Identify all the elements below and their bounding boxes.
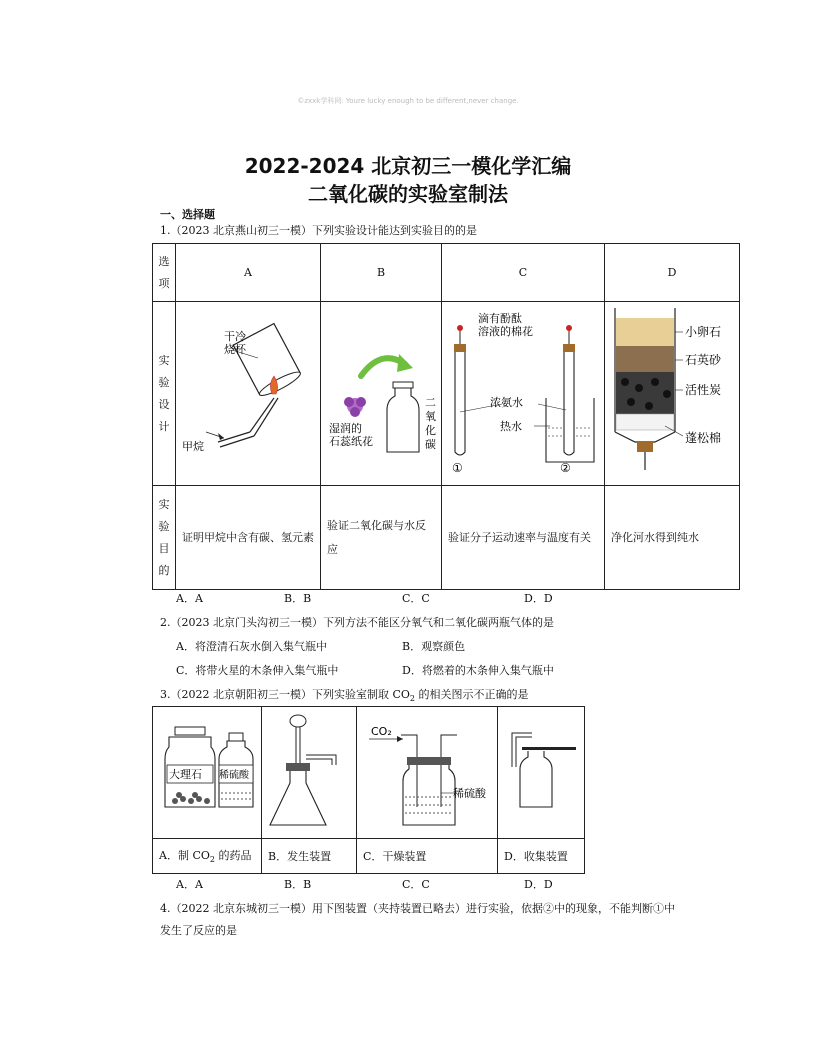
column-header-a: A [176, 244, 321, 302]
q1-answer-a: A．A [176, 592, 203, 605]
question-3-table [152, 706, 585, 874]
diagram-3d-collector [498, 707, 585, 839]
column-header-b: B [321, 244, 442, 302]
label-cotton-wool: 蓬松棉 [685, 431, 722, 445]
label-pebbles: 小卵石 [685, 325, 722, 339]
q2-option-b: B．观察颜色 [402, 640, 466, 653]
diagram-3a-reagents [153, 707, 262, 839]
purpose-b: 验证二氧化碳与水反应 [321, 486, 442, 590]
label-litmus-flower: 湿润的石蕊纸花 [329, 422, 373, 449]
column-header-c: C [442, 244, 605, 302]
q3-answer-a: A．A [176, 878, 203, 891]
label-cotton-1: 滴有酚酞溶液的棉花 [478, 312, 533, 339]
diagram-a-methane [176, 302, 321, 486]
q1-answer-d: D．D [524, 592, 553, 605]
q3-answer-c: C．C [402, 878, 430, 891]
column-header-d: D [605, 244, 740, 302]
caption-3c: C．干燥装置 [357, 839, 498, 874]
row-label-purpose: 实 验 目 的 [153, 486, 176, 590]
page-title: 2022-2024 北京初三一模化学汇编 [244, 154, 572, 178]
label-co2-char-2: 氧 [425, 410, 436, 423]
label-hot-water: 热水 [500, 420, 522, 433]
label-methane: 甲烷 [182, 440, 204, 453]
caption-3d: D．收集装置 [498, 839, 585, 874]
watermark: ©zxxk学科网: Youre lucky enough to be different,never change. [297, 97, 519, 105]
diagram-b-litmus [321, 302, 442, 486]
diagram-3b-generator [262, 707, 357, 839]
label-tube-2: ② [560, 461, 571, 475]
question-2-stem: 2.（2023 北京门头沟初三一模）下列方法不能区分氧气和二氧化碳两瓶气体的是 [160, 616, 554, 629]
label-co2-char-1: 二 [425, 396, 436, 409]
label-cold-beaker-1: 干冷烧杯 [224, 330, 246, 357]
q2-option-a: A．将澄清石灰水倒入集气瓶中 [176, 640, 327, 653]
q2-option-d: D．将燃着的木条伸入集气瓶中 [402, 664, 554, 677]
label-co2-char-3: 化 [425, 424, 436, 437]
page-subtitle: 二氧化碳的实验室制法 [308, 182, 508, 206]
question-4-stem-line2: 发生了反应的是 [160, 924, 237, 937]
q3-answer-b: B．B [284, 878, 312, 891]
row-label-design: 实 验 设 计 [153, 302, 176, 486]
label-tube-1: ① [452, 461, 463, 475]
label-activated-carbon: 活性炭 [685, 383, 722, 397]
q2-option-c: C．将带火星的木条伸入集气瓶中 [176, 664, 339, 677]
question-4-stem-line1: 4.（2022 北京东城初三一模）用下图装置（夹持装置已略去）进行实验，依据②中的现象，不能判断①中 [160, 902, 675, 915]
purpose-d: 净化河水得到纯水 [605, 486, 740, 590]
caption-3b: B．发生装置 [262, 839, 357, 874]
q1-answer-b: B．B [284, 592, 312, 605]
label-quartz-sand: 石英砂 [685, 353, 722, 367]
label-ammonia: 浓氨水 [490, 396, 523, 409]
diagram-3c-dryer [357, 707, 498, 839]
diagram-d-filter [605, 302, 740, 486]
section-heading: 一、选择题 [160, 208, 215, 221]
label-co2: CO₂ [371, 725, 392, 738]
label-co2-char-4: 碳 [425, 438, 436, 451]
label-dilute-sulfuric-acid-2: 稀硫酸 [453, 787, 486, 800]
purpose-a: 证明甲烷中含有碳、氢元素 [176, 486, 321, 590]
q1-answer-c: C．C [402, 592, 430, 605]
q3-answer-d: D．D [524, 878, 553, 891]
purpose-c: 验证分子运动速率与温度有关 [442, 486, 605, 590]
question-1-table [152, 243, 740, 590]
label-dilute-sulfuric-acid: 稀硫酸 [219, 770, 249, 781]
caption-3a: A．制 $CO_2$ 的药品 [153, 839, 262, 874]
diagram-c-ammonia [442, 302, 605, 486]
question-1-stem: 1.（2023 北京燕山初三一模）下列实验设计能达到实验目的的是 [160, 224, 477, 237]
row-label-option: 选 项 [153, 244, 176, 302]
question-3-stem: 3.（2022 北京朝阳初三一模）下列实验室制取 $CO_2$ 的相关图示不正确的是 [160, 688, 529, 704]
label-marble: 大理石 [169, 768, 202, 781]
